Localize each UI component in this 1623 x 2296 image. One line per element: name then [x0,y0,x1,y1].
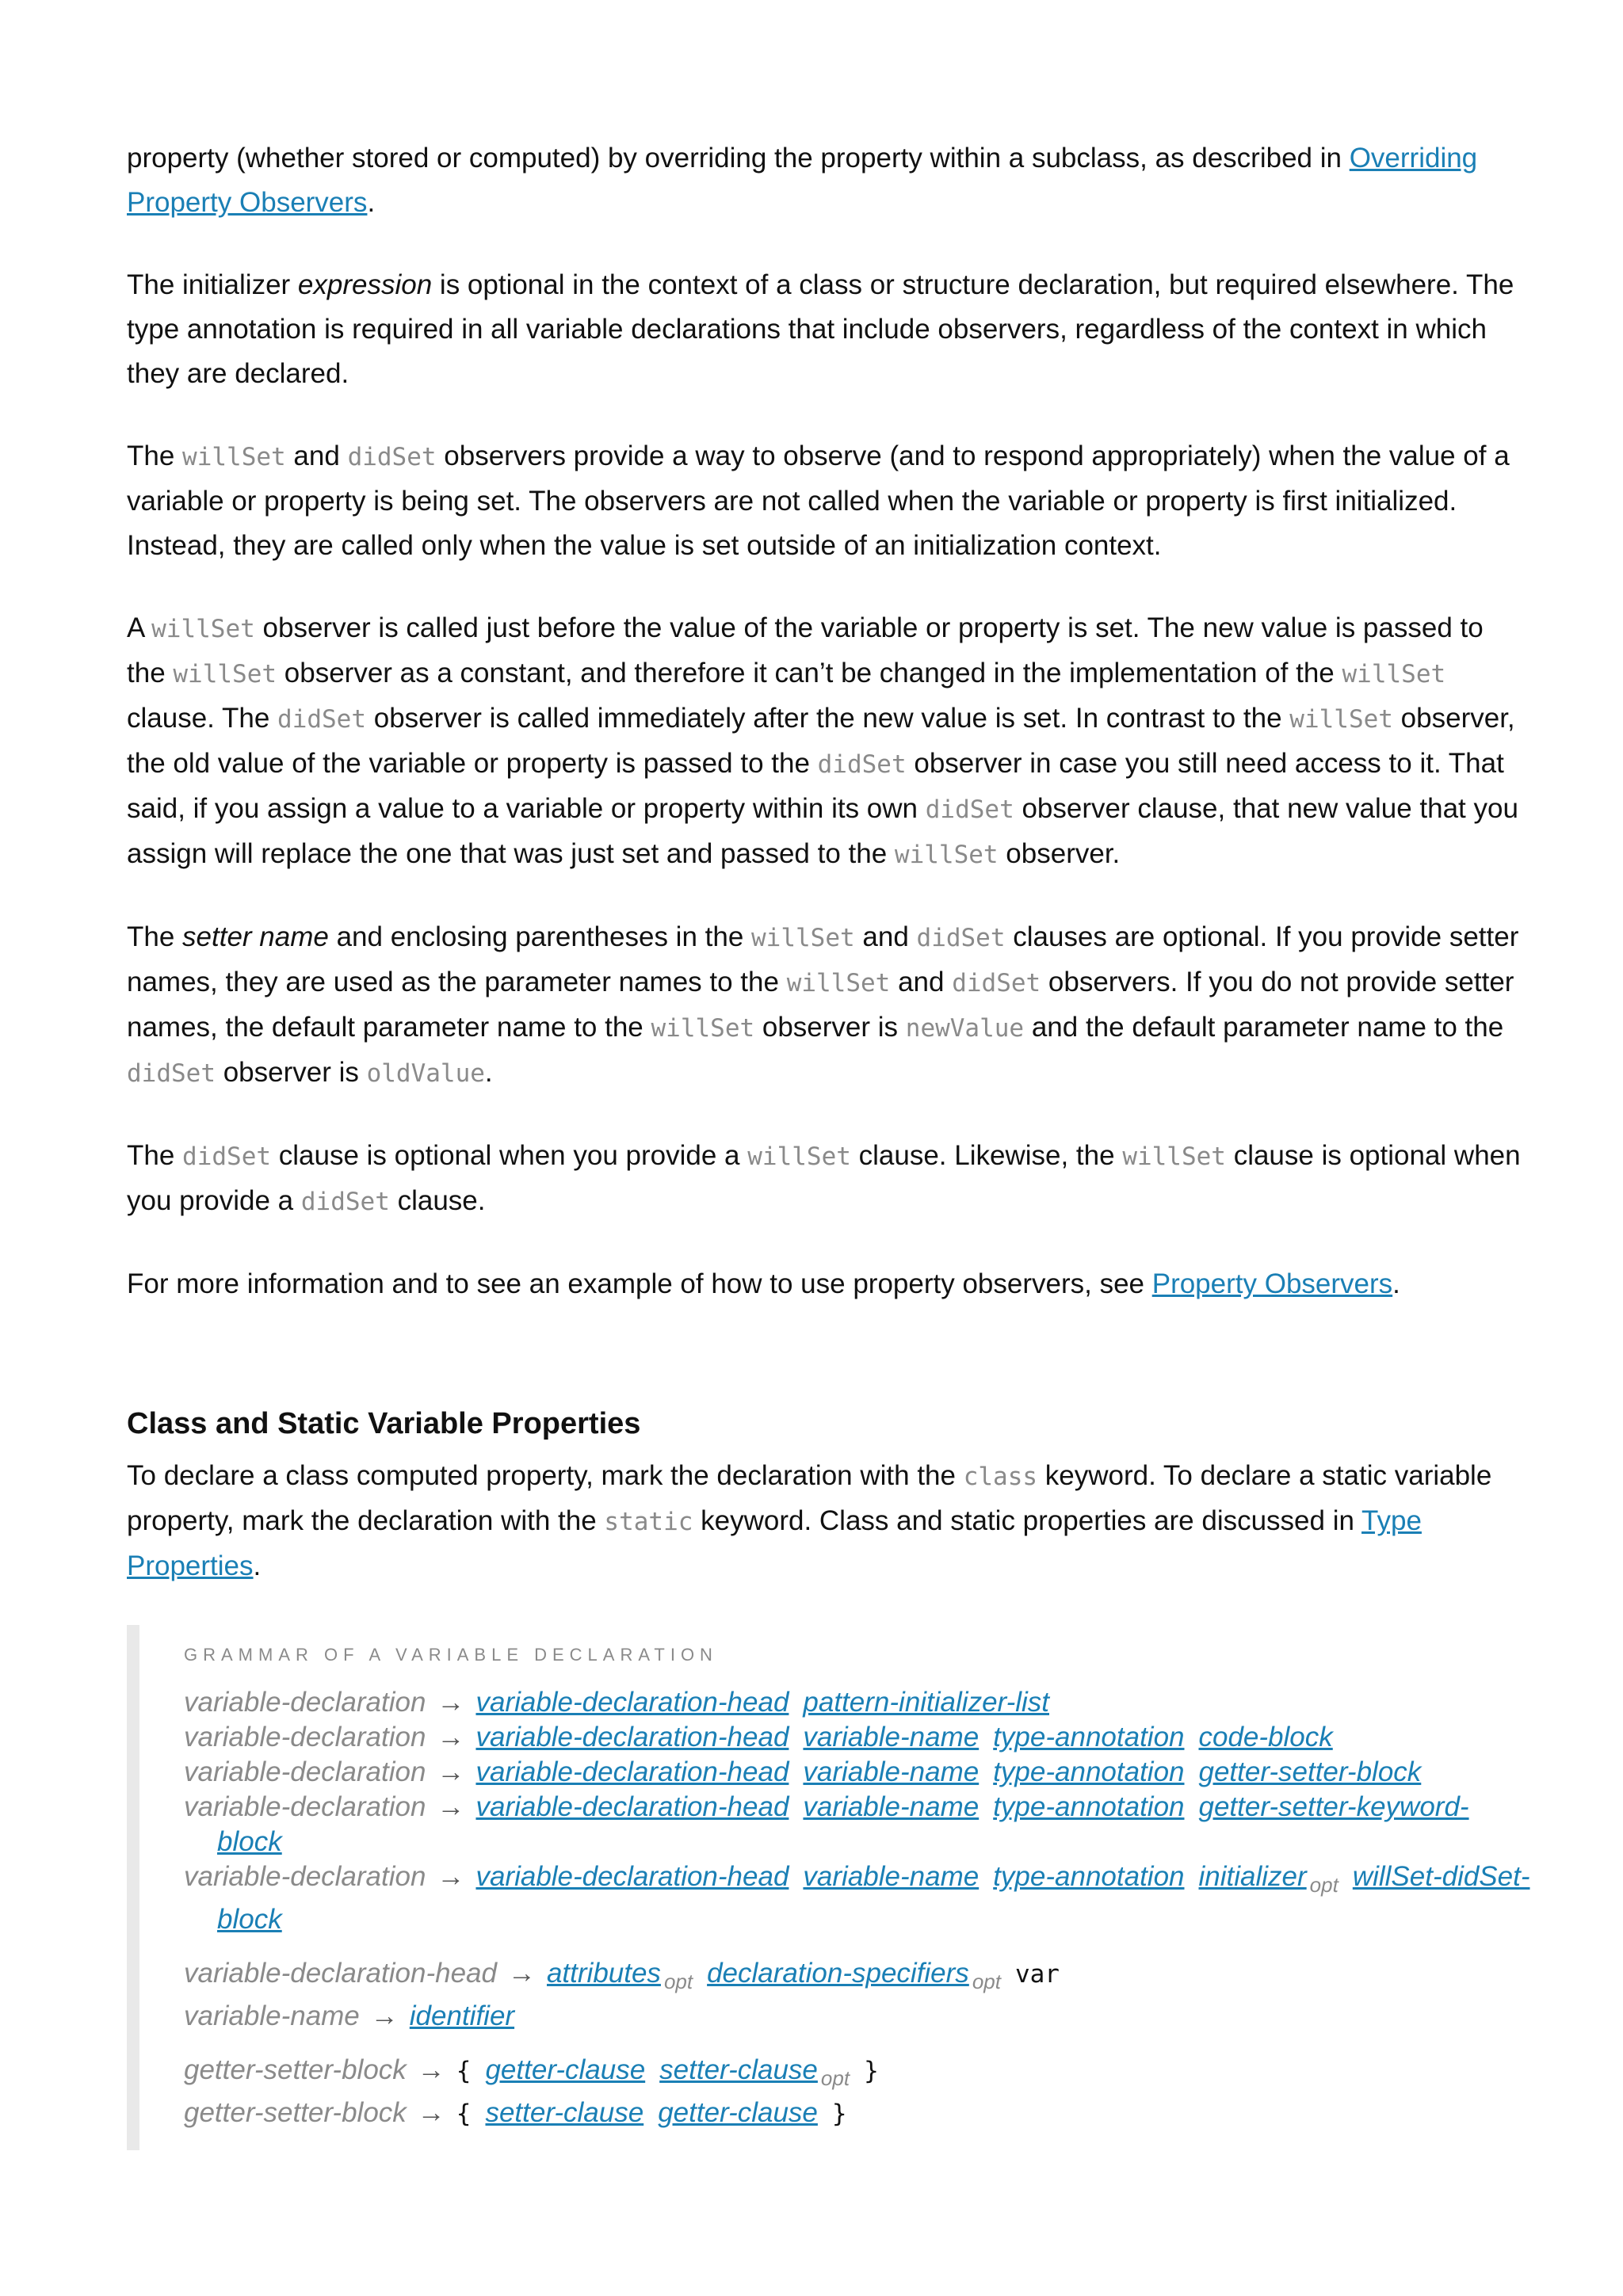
code-willset: willSet [1289,705,1393,734]
code-newvalue: newValue [905,1014,1025,1043]
brace-open: { [456,2100,472,2128]
paragraph-more-info: For more information and to see an example of how to use property observers, see Property Observers. [127,1268,1400,1299]
grammar-rule: variable-declaration → variable-declaration-head variable-name type-annotation getter-setter-keyword-block [184,1791,1469,1857]
grammar-link[interactable]: getter-clause [485,2054,646,2085]
code-willset: willSet [894,841,999,869]
grammar-link[interactable]: variable-declaration-head [475,1756,789,1787]
property-observers-link[interactable]: Property Observers [1151,1268,1393,1299]
opt-marker: opt [663,1970,693,1993]
grammar-title: GRAMMAR OF A VARIABLE DECLARATION [184,1645,718,1665]
grammar-rule: variable-declaration → variable-declaration-head variable-name type-annotation getter-setter-block [184,1756,1422,1787]
code-willset: willSet [182,443,286,471]
paragraph-optional-clauses: The didSet clause is optional when you provide a willSet clause. Likewise, the willSet clause is optional when you provide a didSet clause. [127,1140,1521,1216]
grammar-link[interactable]: type-annotation [993,1722,1185,1753]
grammar-link[interactable]: variable-name [803,1791,980,1822]
code-didset: didSet [127,1059,216,1088]
paragraph-willset-didset: A willSet observer is called just before the value of the variable or property is set. The new value is passed to the willSet observer as a constant, and therefore it can’t be changed in the implementation of the willSet clause. The didSet observer is called immediately after the new value is set. In contrast to the willSet observer, the old value of the variable or property is passed to the didSet observer in case you still need access to it. That said, if you assign a value to a variable or property within its own didSet observer clause, that new value that you assign will replace the one that was just set and passed to the willSet observer. [127,612,1518,869]
grammar-rule: variable-declaration-head → attributes $_{opt}$ declaration-specifiers $_{opt}$ var [184,1958,1060,1993]
grammar-link[interactable]: variable-declaration-head [475,1791,789,1822]
paragraph-initializer: The initializer expression is optional in the context of a class or structure declaration, but required elsewhere. The type annotation is required in all variable declarations that include observers, regardless of the context in which they are declared. [127,269,1514,389]
grammar-link[interactable]: getter-setter-keyword-block [217,1791,1469,1857]
code-willset: willSet [1122,1142,1226,1171]
grammar-link[interactable]: variable-declaration-head [475,1687,789,1718]
code-didset: didSet [182,1142,272,1171]
code-static: static [604,1508,693,1536]
grammar-link[interactable]: type-annotation [993,1861,1185,1892]
grammar-link[interactable]: getter-setter-block [1198,1756,1422,1787]
grammar-link[interactable]: willSet-didSet-block [217,1861,1530,1935]
paragraph-observers-intro: The willSet and didSet observers provide a way to observe (and to respond appropriately) when the value of a variable or property is being set. The observers are not called when the variable or property is first initialized. Instead, they are called only when the value is set outside of an initialization context. [127,441,1510,561]
brace-open: { [456,2057,472,2085]
overriding-property-observers-link[interactable]: Overriding Property Observers [127,143,1478,218]
opt-marker: opt [972,1970,1001,1993]
keyword-var: var [1014,1960,1060,1989]
grammar-link[interactable]: variable-name [803,1861,980,1892]
brace-close: } [864,2057,879,2085]
code-willset: willSet [173,660,277,688]
opt-marker: opt [820,2066,850,2090]
grammar-rule: variable-declaration → variable-declaration-head pattern-initializer-list [184,1687,1049,1718]
code-willset: willSet [751,924,855,952]
code-oldvalue: oldValue [366,1059,485,1088]
grammar-rule: getter-setter-block → { getter-clause setter-clause $_{opt}$ } [184,2054,879,2090]
grammar-link[interactable]: setter-clause [485,2097,644,2128]
code-didset: didSet [277,705,367,734]
paragraph-class-static: To declare a class computed property, mark the declaration with the class keyword. To declare a static variable property, mark the declaration with the static keyword. Class and static properties are discussed in Type Properties. [127,1460,1492,1581]
paragraph-setter-name: The setter name and enclosing parentheses in the willSet and didSet clauses are optional. If you provide setter names, they are used as the parameter names to the willSet and didSet observers. If you do not provide setter names, the default parameter name to the willSet observer is newValue and the default parameter name to the didSet observer is oldValue. [127,921,1519,1088]
grammar-block [127,1625,1547,2150]
grammar-link[interactable]: identifier [409,2000,515,2031]
opt-marker: opt [1309,1873,1338,1897]
code-willset: willSet [786,969,891,997]
grammar-link[interactable]: code-block [1198,1722,1333,1753]
grammar-rule: variable-declaration → variable-declaration-head variable-name type-annotation code-block [184,1722,1333,1753]
code-didset: didSet [347,443,437,471]
code-didset: didSet [300,1188,390,1216]
code-didset: didSet [817,750,907,779]
code-didset: didSet [925,795,1014,824]
grammar-link[interactable]: type-annotation [993,1756,1185,1787]
code-willset: willSet [1342,660,1446,688]
section-heading: Class and Static Variable Properties [127,1407,641,1440]
code-willset: willSet [151,615,255,643]
grammar-link[interactable]: declaration-specifiers [707,1958,969,1989]
paragraph-overriding: property (whether stored or computed) by overriding the property within a subclass, as described in Overriding Property Observers. [127,143,1478,218]
grammar-link[interactable]: type-annotation [993,1791,1185,1822]
type-properties-link[interactable]: Type Properties [127,1505,1422,1581]
grammar-link[interactable]: pattern-initializer-list [803,1687,1049,1718]
code-didset: didSet [952,969,1041,997]
code-didset: didSet [916,924,1006,952]
grammar-link[interactable]: initializer [1198,1861,1307,1892]
code-class: class [963,1463,1038,1491]
grammar-link[interactable]: variable-name [803,1722,980,1753]
brace-close: } [831,2100,847,2128]
code-willset: willSet [651,1014,755,1043]
rule-spacer [184,1937,1547,1956]
grammar-rule: variable-declaration → variable-declaration-head variable-name type-annotation initializer $_{opt}$ willSet-didSet-block [184,1861,1530,1935]
grammar-link[interactable]: variable-declaration-head [475,1861,789,1892]
grammar-link[interactable]: getter-clause [658,2097,818,2128]
grammar-rule: variable-name → identifier [184,2000,515,2031]
grammar-link[interactable]: variable-declaration-head [475,1722,789,1753]
code-willset: willSet [747,1142,851,1171]
grammar-rule: getter-setter-block → { setter-clause getter-clause } [184,2097,847,2128]
grammar-link[interactable]: setter-clause [659,2054,818,2085]
rule-spacer [184,2034,1547,2053]
grammar-link[interactable]: attributes [546,1958,661,1989]
grammar-link[interactable]: variable-name [803,1756,980,1787]
document-page [127,136,1530,2150]
